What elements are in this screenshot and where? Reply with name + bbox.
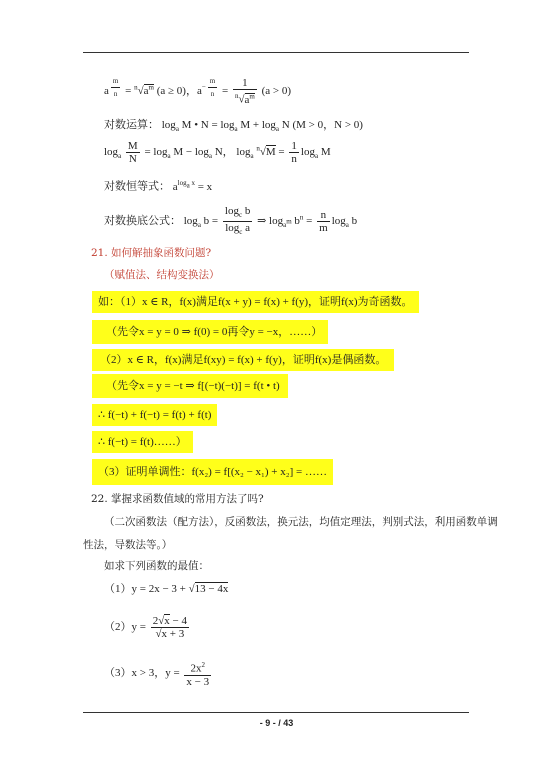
q22-methods-line1: （二次函数法（配方法），反函数法，换元法，均值定理法，判别式法，利用函数单调 xyxy=(104,516,498,528)
q21-line-1: 如：（1）x ∈ R，f(x)满足f(x + y) = f(x) + f(y)，证明f(x)为奇函数。 xyxy=(92,291,419,313)
q21-title: 21. 如何解抽象函数问题? xyxy=(91,247,212,259)
q21-line-5: ∴ f(−t) + f(−t) = f(t) + f(t) xyxy=(92,404,217,426)
q21-line-6: ∴ f(−t) = f(t)……） xyxy=(92,431,193,453)
log-ops-visual: $\log_a M$ • $N = \log_a M + \log_a N$ (M > 0，N > 0) xyxy=(161,119,363,134)
top-rule xyxy=(83,52,469,53)
q21-method: （赋值法、结构变换法） xyxy=(104,269,220,281)
q22-methods-line2: 性法，导数法等。） xyxy=(83,539,173,551)
log-change-label: 对数换底公式： xyxy=(104,215,181,228)
log-ops-label: 对数运算： xyxy=(104,119,159,131)
q22-example-3: （3）x > 3，y = $\frac{2x^2}{x - 3}$ xyxy=(104,661,210,688)
q22-example-2: （2）y = $\frac{2√x - 4}{√x + 3}$ xyxy=(104,615,187,640)
formula-root-power xyxy=(104,75,291,106)
q21-line-2: （先令x = y = 0 ⇒ f(0) = 0再令y = −x，……） xyxy=(92,320,328,344)
formula-log-identity xyxy=(104,176,212,194)
log-change-visual: $\log_a b$ = $\frac{\log_c b}{\log_c a}$ ⇒ $\log_{a^m} b^n$ = $\frac{n}{m}$ $\log_a b$ xyxy=(183,205,358,237)
q21-line-7: （3）证明单调性：f(x₂) = f[(x₂ − x₁) + x₂] = …… xyxy=(92,459,333,485)
log-identity-visual: $a^{log_a x} = x$ xyxy=(172,179,213,193)
q21-line-4: （先令x = y = −t ⇒ f[(−t)(−t)] = f(t • t) xyxy=(92,374,288,398)
bottom-rule xyxy=(83,712,469,713)
q22-prompt: 如求下列函数的最值： xyxy=(104,560,209,572)
log-identity-label: 对数恒等式： xyxy=(104,180,170,193)
formula-log-ops xyxy=(104,118,363,136)
formula-log-change xyxy=(104,205,357,238)
formula-log-div: $\log_a$ $\frac{M}{N}$ = $\log_a M - \log_a N$， $\log_a ^n√M$ = $\frac{1}{n}$ $\log_a M$ xyxy=(104,140,331,165)
page-number: - 9 - / 43 xyxy=(259,718,294,728)
q21-line-3: （2）x ∈ R，f(x)满足f(xy) = f(x) + f(y)，证明f(x)是偶函数。 xyxy=(92,349,394,371)
root-power-visual: a $^{\frac{m}{n}}$ = $^n√a^m$ (a ≥ 0)，$a^{- \frac{m}{n}}$ = $\frac{1}{^n√a^m}$ (a > 0) xyxy=(104,76,292,106)
q22-title: 22. 掌握求函数值域的常用方法了吗? xyxy=(91,493,264,505)
q22-example-1: （1）y = 2x − 3 + √13 − 4x xyxy=(104,583,229,595)
